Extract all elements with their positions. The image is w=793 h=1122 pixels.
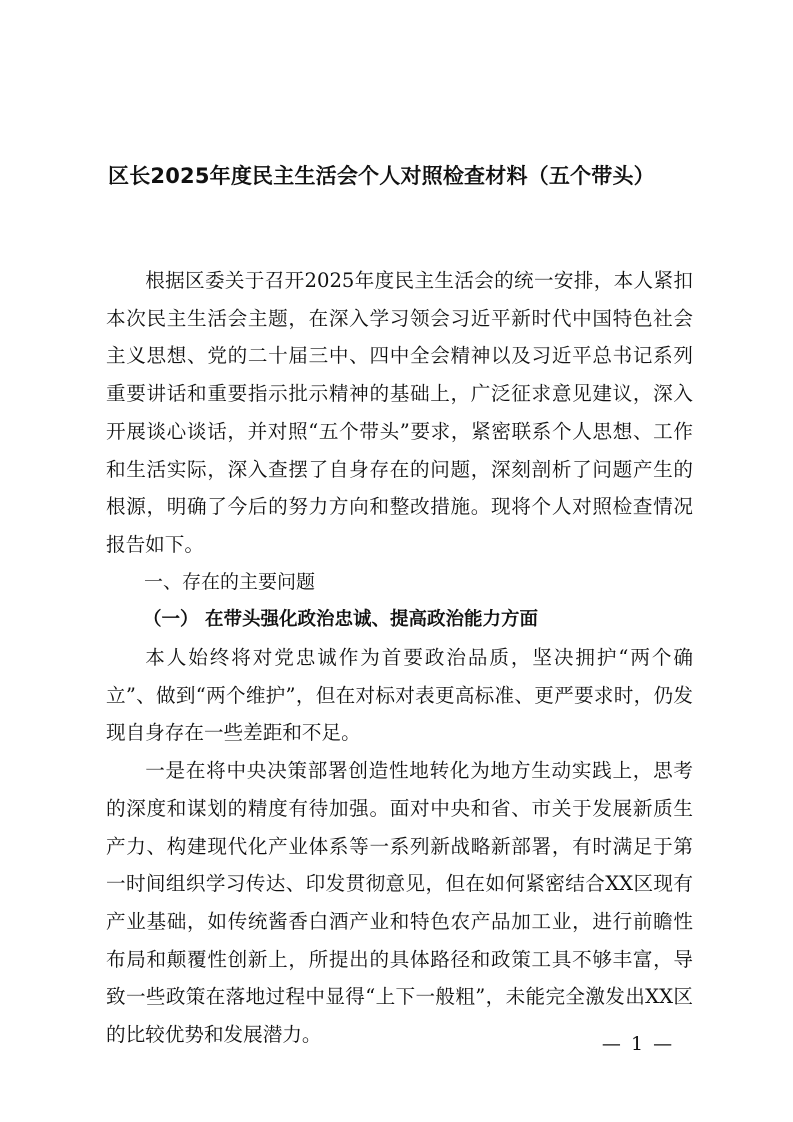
page-number: — 1 — [601,1033,675,1055]
subsection-heading: （一） 在带头强化政治忠诚、提高政治能力方面 [143,609,538,631]
document-body [106,262,693,1054]
document-title: 区长2025年度民主生活会个人对照检查材料（五个带头） [108,164,655,188]
body-paragraph: 一是在将中央决策部署创造性地转化为地方生动实践上，思考的深度和谋划的精度有待加强。面对中央和省、市关于发展新质生产力、构建现代化产业体系等一系列新战略新部署，有时满足于第一时间组织学习传达、印发贯彻意见，但在如何紧密结合XX区现有产业基础，如传统酱香白酒产业和特色农产品加工业，进行前瞻性布局和颠覆性创新上，所提出的具体路径和政策工具不够丰富，导致一些政策在落地过程中显得“上下一般粗”，未能完全激发出XX区的比较优势和发展潜力。 [106,759,693,1047]
body-paragraph: 本人始终将对党忠诚作为首要政治品质，坚决拥护“两个确立”、做到“两个维护”，但在对标对表更高标准、更严要求时，仍发现自身存在一些差距和不足。 [106,646,693,745]
section-heading: 一、存在的主要问题 [144,570,316,593]
intro-paragraph: 根据区委关于召开2025年度民主生活会的统一安排，本人紧扣本次民主生活会主题，在深入学习领会习近平新时代中国特色社会主义思想、党的二十届三中、四中全会精神以及习近平总书记系列重要讲话和重要指示批示精神的基础上，广泛征求意见建议，深入开展谈心谈话，并对照“五个带头”要求，紧密联系个人思想、工作和生活实际，深入查摆了自身存在的问题，深刻剖析了问题产生的根源，明确了今后的努力方向和整改措施。现将个人对照检查情况报告如下。 [106,269,693,556]
